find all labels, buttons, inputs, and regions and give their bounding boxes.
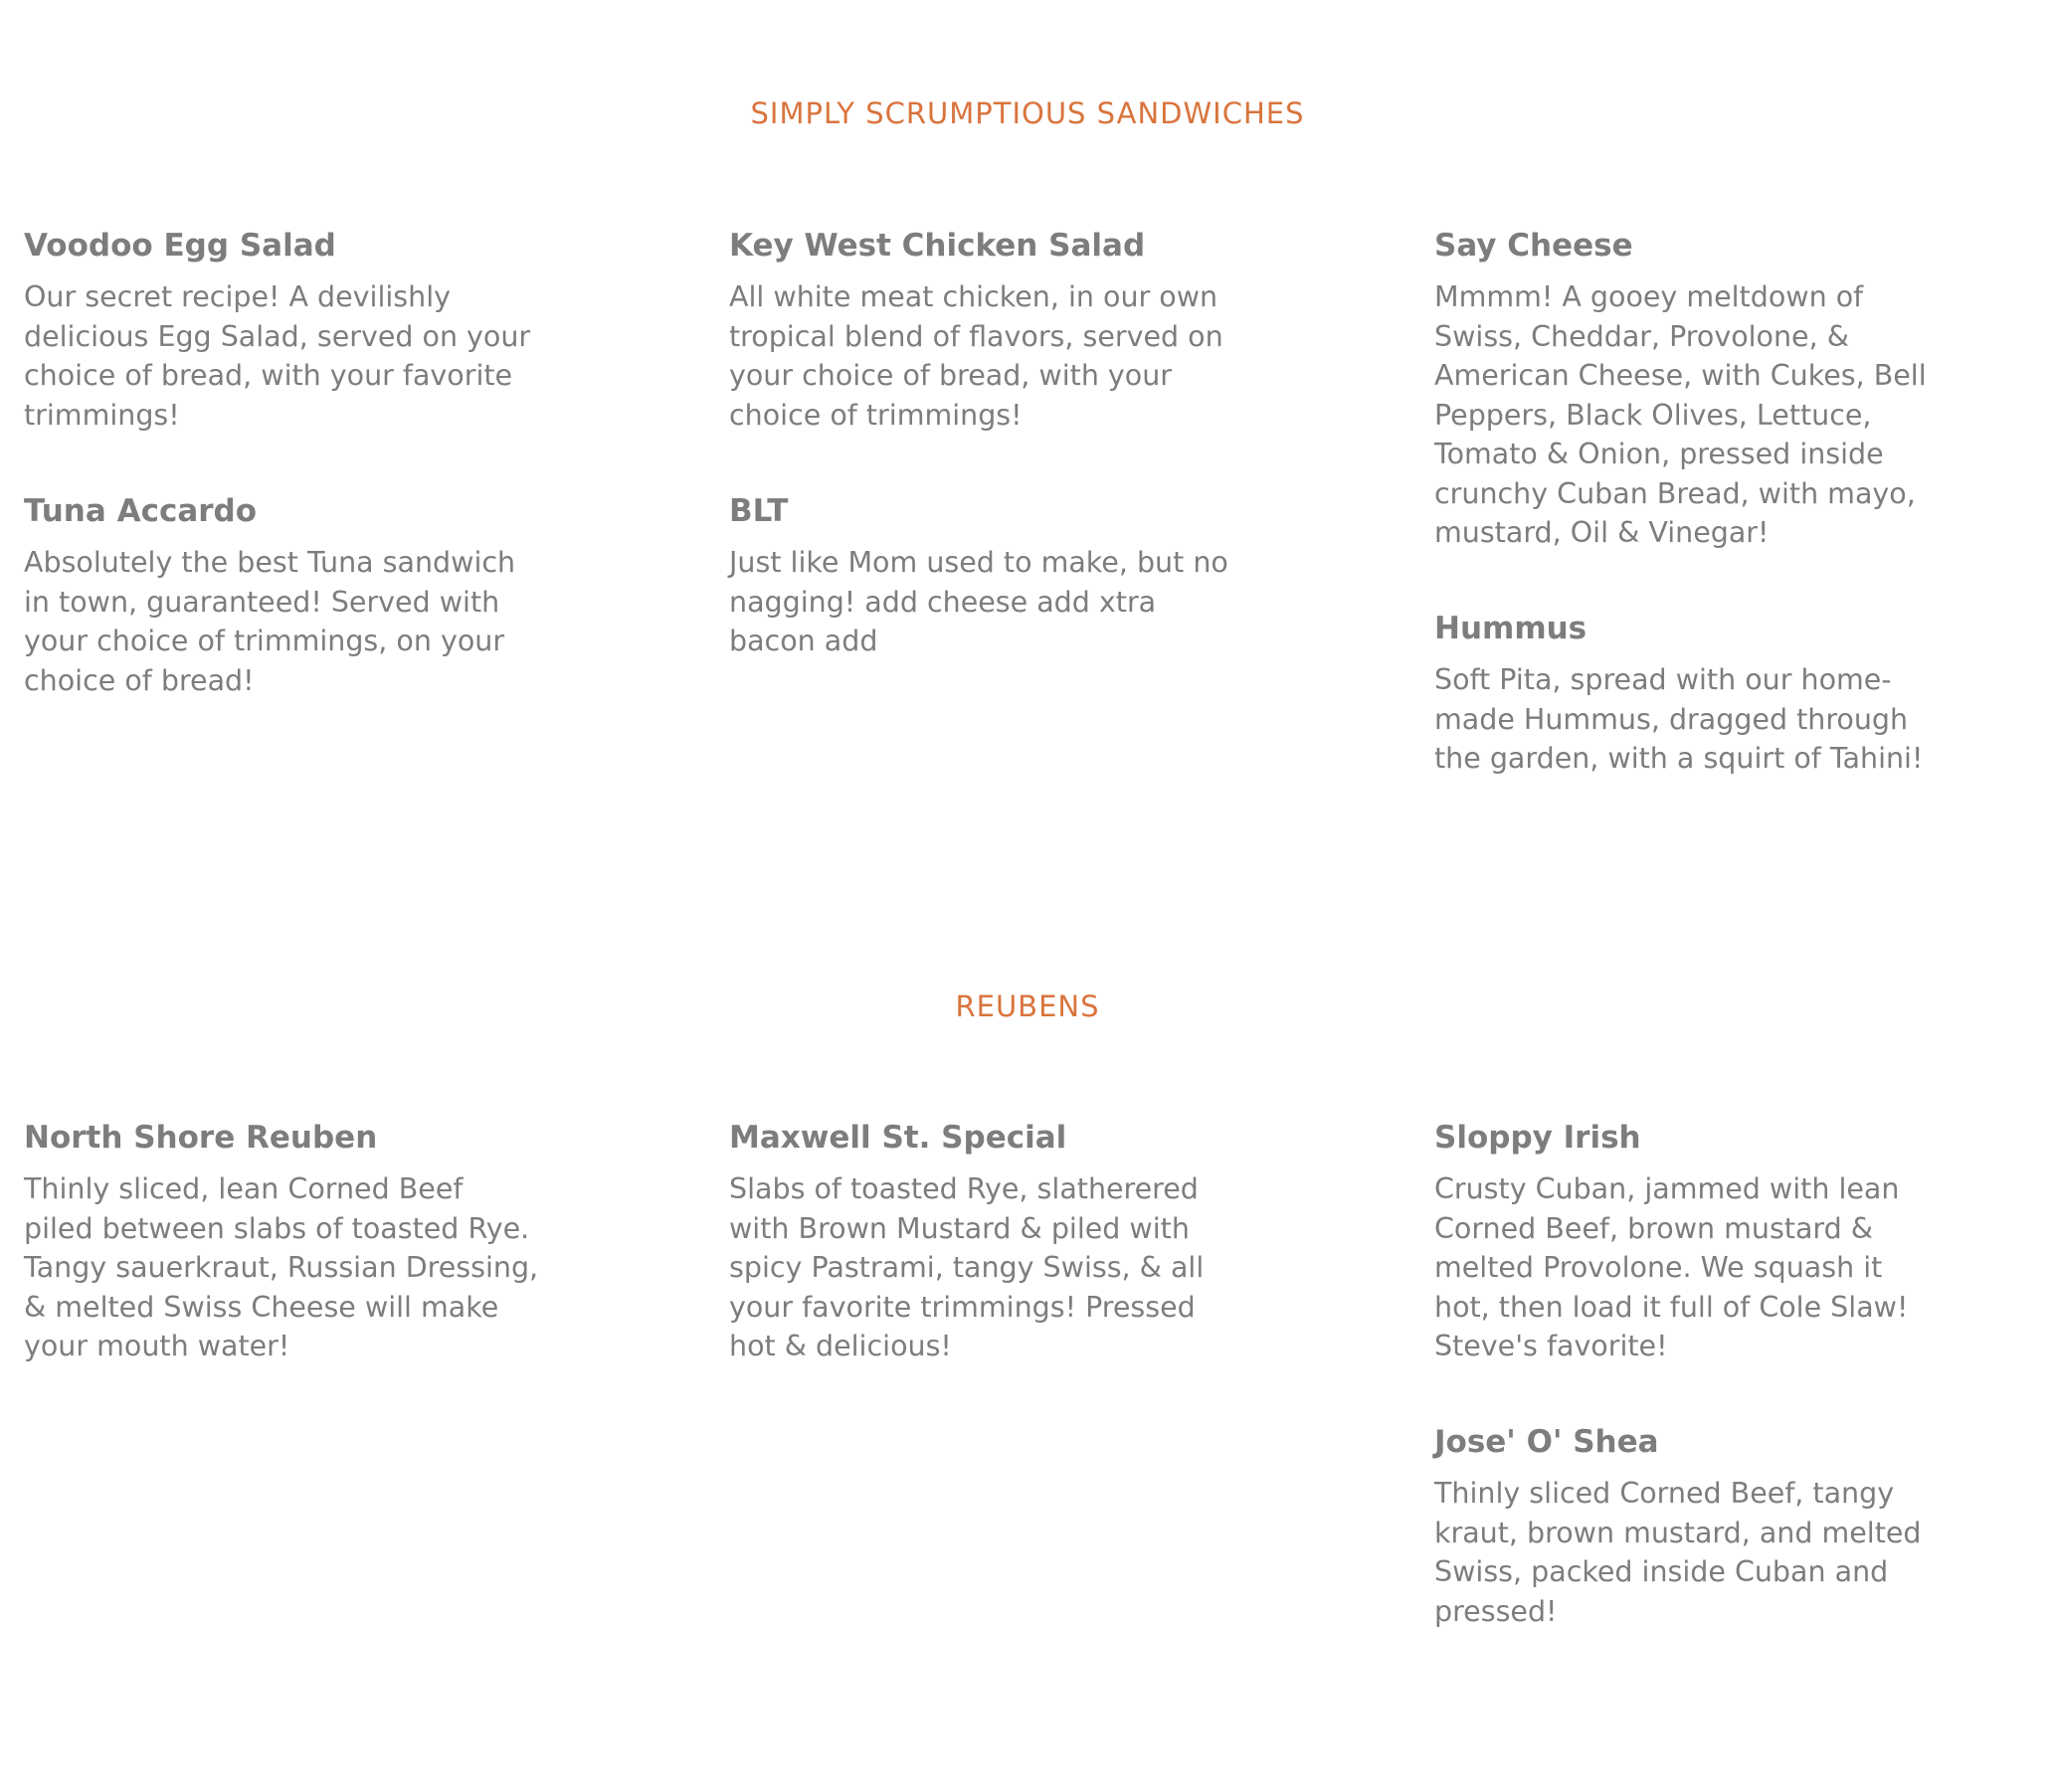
menu-item-tuna-accardo	[24, 493, 581, 700]
menu-item-maxwell-st-special	[729, 1120, 1286, 1366]
menu-item-name: Jose' O' Shea	[1434, 1424, 1659, 1460]
menu-item-jose-o-shea	[1434, 1424, 1991, 1631]
menu-item-description: Thinly sliced, lean Corned Beef piled between slabs of toasted Rye. Tangy sauerkraut, Russian Dressing, & melted Swiss Cheese will make your mouth water!	[24, 1172, 539, 1362]
menu-item-name: BLT	[729, 493, 789, 529]
menu-item-key-west-chicken-salad	[729, 228, 1286, 435]
menu-item-name: Tuna Accardo	[24, 493, 258, 529]
menu-item-name: Hummus	[1434, 611, 1588, 646]
menu-item-sloppy-irish	[1434, 1120, 1991, 1366]
menu-item-name: Sloppy Irish	[1434, 1120, 1641, 1156]
menu-item-name: Say Cheese	[1434, 228, 1633, 264]
menu-item-description: Thinly sliced Corned Beef, tangy kraut, brown mustard, and melted Swiss, packed inside Cuban and pressed!	[1434, 1477, 1922, 1628]
menu-item-description: Crusty Cuban, jammed with lean Corned Beef, brown mustard & melted Provolone. We squash it hot, then load it full of Cole Slaw! Steve's favorite!	[1434, 1172, 1909, 1362]
section-title-reubens: REUBENS	[955, 989, 1100, 1023]
menu-item-hummus	[1434, 611, 1991, 779]
menu-item-name: Voodoo Egg Salad	[24, 228, 336, 264]
menu-item-description: Soft Pita, spread with our home- made Hummus, dragged through the garden, with a squirt of Tahini!	[1434, 663, 1924, 775]
section-title-sandwiches: SIMPLY SCRUMPTIOUS SANDWICHES	[750, 96, 1305, 130]
menu-item-description: Our secret recipe! A devilishly delicious Egg Salad, served on your choice of bread, with your favorite trimmings!	[24, 280, 531, 432]
menu-item-description: Absolutely the best Tuna sandwich in town, guaranteed! Served with your choice of trimmings, on your choice of bread!	[24, 546, 516, 697]
menu-item-name: North Shore Reuben	[24, 1120, 378, 1156]
menu-item-name: Key West Chicken Salad	[729, 228, 1146, 264]
menu-item-say-cheese	[1434, 228, 1991, 553]
menu-item-description: Slabs of toasted Rye, slatherered with Brown Mustard & piled with spicy Pastrami, tangy Swiss, & all your favorite trimmings! Pressed hot & delicious!	[729, 1172, 1205, 1362]
menu-item-description: Just like Mom used to make, but no nagging! add cheese add xtra bacon add	[729, 546, 1228, 657]
menu-item-name: Maxwell St. Special	[729, 1120, 1067, 1156]
menu-item-voodoo-egg-salad	[24, 228, 581, 435]
menu-item-description: All white meat chicken, in our own tropical blend of flavors, served on your choice of bread, with your choice of trimmings!	[729, 280, 1223, 432]
menu-item-blt	[729, 493, 1286, 661]
menu-item-description: Mmmm! A gooey meltdown of Swiss, Cheddar, Provolone, & American Cheese, with Cukes, Bell Peppers, Black Olives, Lettuce, Tomato & Onion, pressed inside crunchy Cuban Bread, with mayo, mustard, Oil & Vinegar!	[1434, 280, 1927, 549]
menu-item-north-shore-reuben	[24, 1120, 581, 1366]
